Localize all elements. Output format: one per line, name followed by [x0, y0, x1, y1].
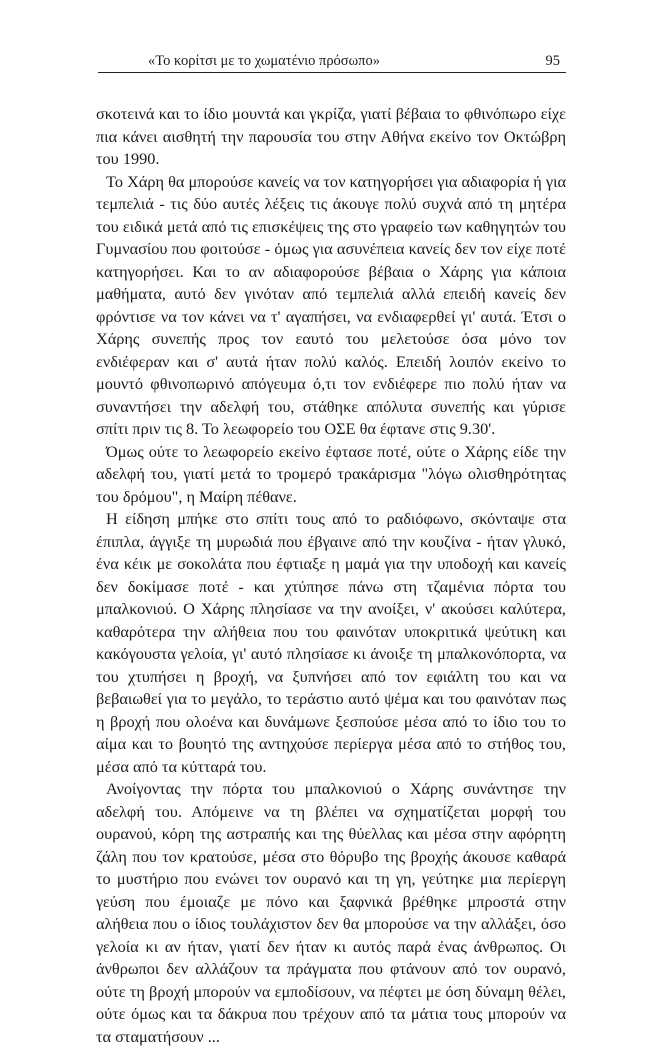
paragraph: Όμως ούτε το λεωφορείο εκείνο έφτασε ποτέ, ούτε ο Χάρης είδε την αδελφή του, γιατί μετά το τρομερό τρακάρισμα "λόγω ολισθηρότητας του δρόμου", η Μαίρη πέθανε.: [96, 441, 566, 506]
paragraph: Το Χάρη θα μπορούσε κανείς να τον κατηγορήσει για αδιαφορία ή για τεμπελιά - τις δύο αυτές λέξεις τις άκουγε πολύ συχνά από τη μητέρα του ειδικά μετά από τις επισκέψεις της στο γραφείο των καθηγητών του Γυμνασίου που φοιτούσε - όμως για ασυνέπεια κανείς δεν τον είχε ποτέ κατηγορήσει. Και το αν αδιαφορούσε βέβαια ο Χάρης για κάποια μαθήματα, αυτό δεν γινόταν από τεμπελιά αλλά επειδή κανείς δεν φρόντισε να τον κάνει να τ' αγαπήσει, να ενδιαφερθεί γι' αυτά. Έτσι ο Χάρης συνεπής προς τον εαυτό του μελετούσε όσα μόνο τον ενδιέφεραν και σ' αυτά ήταν πολύ καλός. Επειδή λοιπόν εκείνο το μουντό φθινοπωρινό απόγευμα ό,τι τον ενδιέφερε πιο πολύ ήταν να συναντήσει την αδελφή του, στάθηκε απόλυτα συνεπής και γύρισε σπίτι πριν τις 8. Το λεωφορείο του ΟΣΕ θα έφτανε στις 9.30'.: [96, 171, 566, 438]
running-title: «Το κορίτσι με το χωματένιο πρόσωπο»: [148, 53, 380, 69]
paragraph: Η είδηση μπήκε στο σπίτι τους από το ραδιόφωνο, σκόνταψε στα έπιπλα, άγγιξε τη μυρωδιά που έβγαινε από την κουζίνα - ήταν γλυκό, ένα κέικ με σοκολάτα που έφτιαξε η μαμά για την υποδοχή και κανείς δεν δοκίμασε ποτέ - και χτύπησε πάνω στη τζαμένια πόρτα του μπαλκονιού. Ο Χάρης πλησίασε να την ανοίξει, ν' ακούσει καλύτερα, καθαρότερα την αλήθεια που του φαινόταν υποκριτικά ψεύτικη και κακόγουστα γελοία, γι' αυτό πλησίασε κι άνοιξε τη μπαλκονόπορτα, να του χτυπήσει η βροχή, να ξυπνήσει από τον εφιάλτη του και να βεβαιωθεί για το μεγάλο, το τεράστιο αυτό ψέμα και του φαινόταν πως η βροχή που ολοένα και δυνάμωνε ξεσπούσε μέσα από το ίδιο του το αίμα και το βουητό της αντηχούσε περίεργα μέσα από το στήθος του, μέσα από τα κύτταρά του.: [96, 509, 566, 776]
paragraph: Ανοίγοντας την πόρτα του μπαλκονιού ο Χάρης συνάντησε την αδελφή του. Απόμεινε να τη βλέπει να σχηματίζεται μορφή του ουρανού, κόρη της αστραπής και της θύελλας και μέσα στην αφόρητη ζάλη που τον κρατούσε, μέσα στο θόρυβο της βροχής άκουσε καθαρά το μυστήριο που ενώνει τον ουρανό και τη γη, γεύτηκε μια περίεργη γεύση που έμοιαζε με πόνο και ξαφνικά βρέθηκε μπροστά στην αλήθεια που ο ίδιος τουλάχιστον δεν θα μπορούσε να την αλλάξει, όσο γελοία κι αν ήταν, γιατί δεν ήταν κι αυτός παρά ένας άνθρωπος. Οι άνθρωποι δεν αλλάζουν τα πράγματα που φτάνουν από τον ουρανό, ούτε τη βροχή μπορούν να εμποδίσουν, να πέφτει με όση δύναμη θέλει, ούτε όμως και τα δάκρυα που τρέχουν από τα μάτια τους μπορούν να τα σταματήσουν ...: [96, 779, 566, 1046]
page-number: 95: [545, 53, 560, 69]
running-header: [98, 52, 566, 72]
paragraph-continued: σκοτεινά και το ίδιο μουντά και γκρίζα, γιατί βέβαια το φθινόπωρο είχε πια κάνει αισθητή την παρουσία του στην Αθήνα εκείνο τον Οκτώβρη του 1990.: [96, 104, 566, 168]
page-body: [96, 103, 566, 1048]
header-rule: [98, 72, 566, 73]
